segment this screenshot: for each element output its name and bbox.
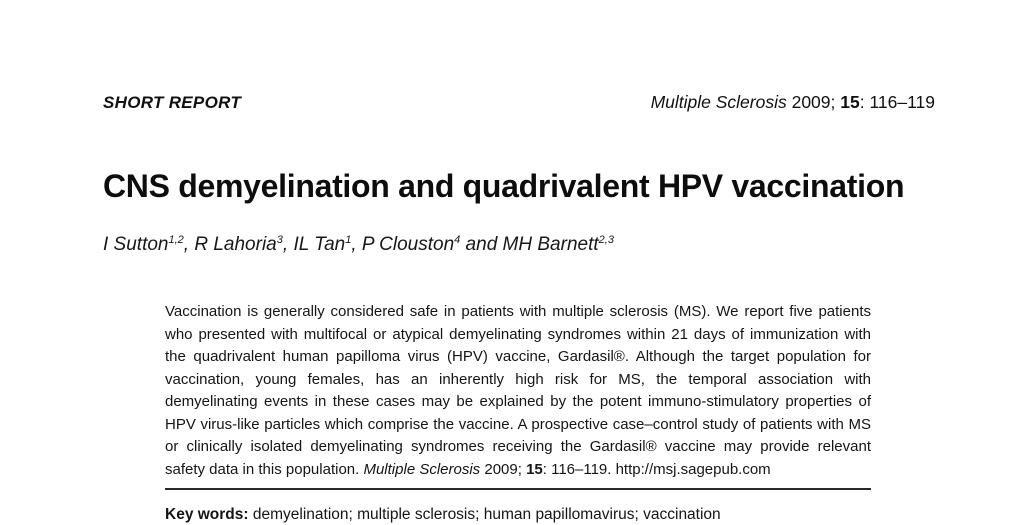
citation-year: 2009; <box>786 92 841 112</box>
citation-pages: : 116–119 <box>859 92 935 112</box>
author: P Clouston$^4$ and <box>361 234 503 255</box>
abstract-block <box>165 301 871 525</box>
page-header <box>103 92 935 113</box>
author-separator: , <box>351 234 362 255</box>
author-affiliation-superscript: 2,3 <box>598 234 614 246</box>
author-affiliation-superscript: 1 <box>345 234 352 246</box>
author-affiliation-superscript: 1,2 <box>168 234 184 246</box>
citation-volume: 15 <box>840 92 860 112</box>
author-separator: and <box>460 234 503 255</box>
journal-name: Multiple Sclerosis <box>650 92 787 112</box>
author: MH Barnett$^{2,3}$ <box>502 234 614 255</box>
keywords-label: Key words: <box>165 506 249 523</box>
abstract-citation-year: 2009; <box>480 460 527 478</box>
keywords-list: demyelination; multiple sclerosis; human papillomavirus; vaccination <box>248 506 721 523</box>
author-separator: , <box>183 234 195 255</box>
article-title: CNS demyelination and quadrivalent HPV vaccination <box>103 168 905 204</box>
author-affiliation-superscript: 3 <box>276 234 283 246</box>
section-kicker: SHORT REPORT <box>103 93 242 112</box>
journal-url: http://msj.sagepub.com <box>615 460 771 478</box>
abstract-citation-volume: 15 <box>526 460 543 478</box>
journal-citation <box>651 92 935 113</box>
keywords-line <box>165 505 871 525</box>
abstract-body: Vaccination is generally considered safe in patients with multiple sclerosis (MS). We report five patients who presented with multifocal or atypical demyelinating syndromes within 21 days of immunization with the quadrivalent human papilloma virus (HPV) vaccine, Gardasil®. Although the target population for vaccination, young females, has an inherently high risk for MS, the temporal association with demyelinating events in these cases may be explained by the potent immuno-stimulatory properties of HPV virus-like particles which comprise the vaccine. A prospective case–control study of patients with MS or clinically isolated demyelinating syndromes receiving the Gardasil® vaccine may provide relevant safety data in this population. <box>165 303 871 478</box>
authors-line <box>103 233 935 257</box>
author: I Sutton$^{1,2}$, <box>103 234 195 255</box>
author: IL Tan$^1$, <box>293 234 362 255</box>
divider-rule <box>165 488 871 490</box>
abstract-text <box>165 301 871 481</box>
author-affiliation-superscript: 4 <box>454 234 461 246</box>
abstract-citation-pages: : 116–119. <box>542 460 616 478</box>
author-separator: , <box>282 234 294 255</box>
author: R Lahoria$^3$, <box>194 234 294 255</box>
abstract-citation-journal: Multiple Sclerosis <box>363 460 481 478</box>
